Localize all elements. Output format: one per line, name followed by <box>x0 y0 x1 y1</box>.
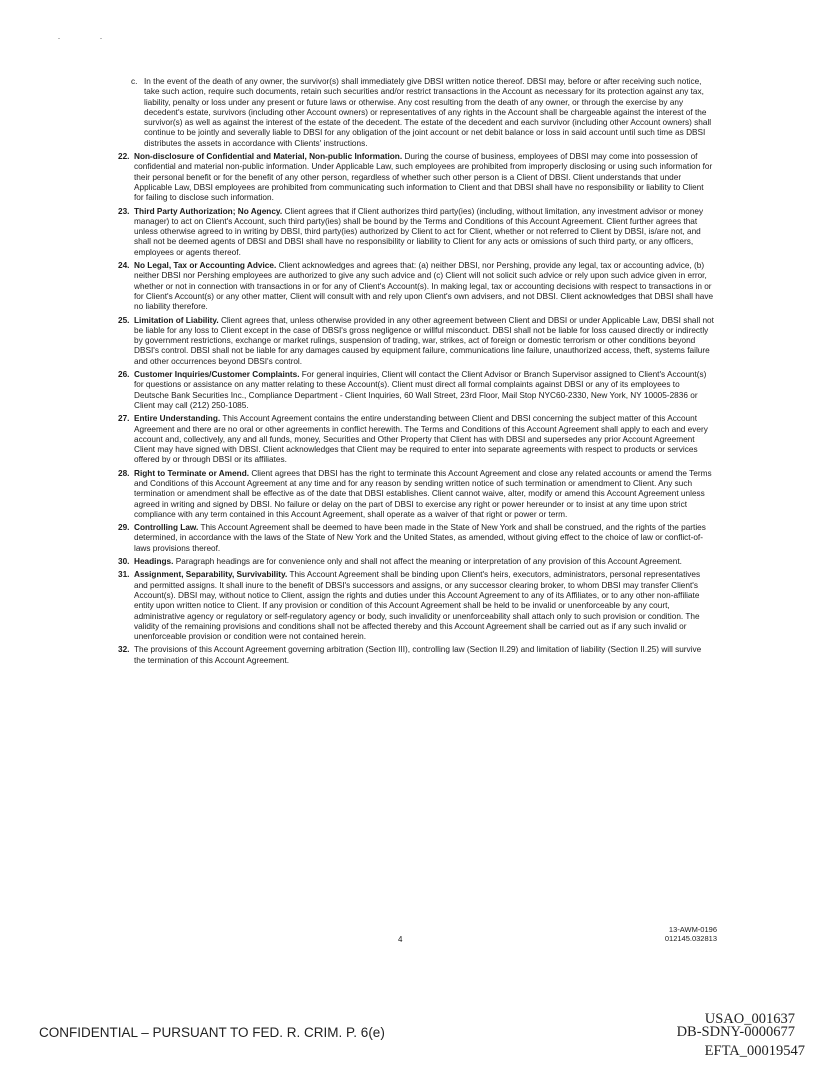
subsection-label: c. <box>131 77 138 86</box>
confidential-notice: CONFIDENTIAL – PURSUANT TO FED. R. CRIM. P. 6(e) <box>39 1025 385 1040</box>
section-item <box>120 152 714 203</box>
section-number: 25. <box>118 315 130 325</box>
efta-id: EFTA_00019547 <box>704 1043 805 1059</box>
section-item <box>120 316 714 367</box>
section-heading: Non-disclosure of Confidential and Material, Non-public Information. <box>134 152 403 162</box>
section-item <box>120 261 714 312</box>
section-number: 32. <box>118 645 130 655</box>
section-number: 31. <box>118 570 130 580</box>
section-text: Client acknowledges and agrees that: (a) neither DBSI, nor Pershing, provide any legal, tax or accounting advice, (b) neither DBSI nor Pershing employees are authorized to give any such advice and (c) Client will not solicit such advice or rely upon such advice given in error, whether or not in connection with transactions in or for any of Client's Account(s). In making legal, tax or accounting decisions with respect to transactions in or for Client's Account(s) or any other matter, Client will consult with and rely upon Client's own advisers, and not DBSI. Client acknowledges that DBSI shall have no liability therefore. <box>134 261 714 312</box>
bates-stamp <box>677 1013 795 1039</box>
section-text: Client agrees that, unless otherwise provided in any other agreement between Client and DBSI or under Applicable Law, DBSI shall not be liable for any loss to Client except in the case of DBSI's gross negligence or willful misconduct. DBSI shall not be liable for loss caused directly or indirectly by government restrictions, exchange or market rulings, suspension of trading, war, strikes, act of foreign or domestic terrorism or other conditions beyond DBSI's control. DBSI shall not be liable for any damages caused by equipment failure, communications line failure, unauthorized access, theft, systems failure and other occurrences beyond DBSI's control. <box>134 315 714 366</box>
page-number: 4 <box>398 935 403 944</box>
section-text: Client agrees that DBSI has the right to terminate this Account Agreement and close any related accounts or amend the Terms and Conditions of this Account Agreement at any time and for any reason by sending written notice of such termination or amendment to Client. Any such termination or amendment shall be effective as of the date that DBSI establishes. Client cannot waive, alter, modify or amend this Account Agreement unless agreed in writing and signed by DBSI. No failure or delay on the part of DBSI to exercise any right or power hereunder or to insist at any time upon strict compliance with any term contained in this Account Agreement, shall operate as a waiver of that right or power or term. <box>134 468 712 519</box>
section-text: For general inquiries, Client will contact the Client Advisor or Branch Supervisor assigned to Client's Account(s) for questions or assistance on any matter relating to these Account(s). Client must direct all formal complaints against DBSI or any of its employees to Deutsche Bank Securities Inc., Compliance Department - Client Inquiries, 60 Wall Street, 23rd Floor, Mail Stop NYC60-2330, New York, NY 10005-2836 or Client may call (212) 250-1085. <box>134 370 707 410</box>
bates-sdny: DB-SDNY-0000677 <box>676 1024 795 1040</box>
section-heading: Entire Understanding. <box>134 414 221 424</box>
section-text: This Account Agreement contains the entire understanding between Client and DBSI concerning the subject matter of this Account Agreement and there are no oral or other agreements in conflict herewith. The Terms and Conditions of this Account Agreement shall apply to each and every account and, collectively, any and all funds, money, Securities and Other Property that Client has with DBSI and supersedes any prior Account Agreement Client may have signed with DBSI. Client acknowledges that Client may be required to enter into separate agreements with respect to products or services offered by or through DBSI or its affiliates. <box>134 414 708 465</box>
section-heading: Customer Inquiries/Customer Complaints. <box>134 370 300 380</box>
section-item <box>120 523 714 554</box>
section-item <box>120 469 714 520</box>
scan-speck <box>100 38 102 39</box>
section-heading: Controlling Law. <box>134 523 199 533</box>
section-heading: Assignment, Separability, Survivability. <box>134 570 288 580</box>
bates-usao: USAO_001637 <box>704 1011 795 1027</box>
section-text: This Account Agreement shall be binding upon Client's heirs, executors, administrators, personal representatives and permitted assigns. It shall inure to the benefit of DBSI's successors and assigns, or any successor clearing broker, to whom DBSI may transfer Client's Account(s). DBSI may, without notice to Client, assign the rights and duties under this Account Agreement to any of its Affiliates, or to any other non-affiliate entity upon written notice to Client. If any provision or condition of this Account Agreement shall be held to be invalid or unenforceable by any court, administrative agency or regulatory or self-regulatory agency or body, such invalidity or unenforceability shall attach only to such provision or condition. The validity of the remaining provisions and conditions shall not be affected thereby and this Account Agreement shall be carried out as if any such invalid or unenforceable provision or condition were not contained herein. <box>134 570 701 642</box>
section-heading: Limitation of Liability. <box>134 315 219 325</box>
subsection-text: In the event of the death of any owner, the survivor(s) shall immediately give DBSI written notice thereof. DBSI may, before or after receiving such notice, take such action, require such documents, retain such securities and/or restrict transactions in the Account as necessary for its protection against any tax, liability, penalty or loss under any present or future laws or otherwise. Any cost resulting from the death of any owner, or through the exercise by any decedent's estate, survivors (including other Account owners) or representatives of any rights in the Account shall be chargeable against the interest of the survivor(s) as well as against the interest of the estate of the decedent. The estate of the decedent and each survivor (including other Account owners) shall continue to be jointly and severally liable to DBSI for any obligation of the joint account or net debit balance or loss in said account until such time as DBSI distributes the assets in accordance with Clients' instructions. <box>144 77 712 148</box>
section-item <box>120 370 714 411</box>
section-number: 23. <box>118 206 130 216</box>
form-codes <box>665 925 717 943</box>
section-text: During the course of business, employees of DBSI may come into possession of confidential and material non-public information. Under Applicable Law, such employees are prohibited from improperly disclosing or using such information for their personal benefit or for the benefit of any other person, regardless of whether such other person is a Client of DBSI. Client understands that under Applicable Law, DBSI employees are prohibited from communicating such information to Client and that DBSI shall have no responsibility or liability to Client for failing to disclose such information. <box>134 152 713 203</box>
section-number: 24. <box>118 261 130 271</box>
agreement-body <box>120 77 714 669</box>
section-number: 27. <box>118 414 130 424</box>
section-number: 28. <box>118 468 130 478</box>
section-heading: Third Party Authorization; No Agency. <box>134 206 283 216</box>
section-text: The provisions of this Account Agreement governing arbitration (Section III), controlling law (Section II.29) and limitation of liability (Section II.25) will survive the termination of this Account Agreement. <box>134 645 702 665</box>
section-text: Client agrees that if Client authorizes third party(ies) (including, without limitation, any investment advisor or money manager) to act on Client's Account, such third party(ies) shall be bound by the Terms and Conditions of this Account Agreement. Client further agrees that unless otherwise agreed to in writing by DBSI, third party(ies) authorized by Client to act for Client, whether or not referred to Client by DBSI, is/are not, and shall not be deemed agents of DBSI and DBSI shall have no responsibility or liability to Client for any acts or omissions of such third party, or any officers, employees or agents thereof. <box>134 206 704 257</box>
section-item <box>120 570 714 642</box>
section-number: 30. <box>118 557 130 567</box>
form-id: 012145.032813 <box>664 934 717 943</box>
scan-speck <box>58 38 60 39</box>
section-heading: No Legal, Tax or Accounting Advice. <box>134 261 277 271</box>
section-number: 26. <box>118 370 130 380</box>
sections-list <box>120 152 714 666</box>
section-item <box>120 645 714 666</box>
section-text: This Account Agreement shall be deemed to have been made in the State of New York and shall be construed, and the rights of the parties determined, in accordance with the laws of the State of New York and the United States, as amended, without giving effect to the choice of law or conflict-of-laws provisions thereof. <box>134 523 706 553</box>
section-heading: Right to Terminate or Amend. <box>134 468 250 478</box>
form-code: 13-AWM-0196 <box>668 925 717 934</box>
section-number: 22. <box>118 152 130 162</box>
section-item <box>120 414 714 465</box>
section-number: 29. <box>118 523 130 533</box>
subsection-c <box>120 77 714 149</box>
section-heading: Headings. <box>134 557 174 567</box>
section-item <box>120 557 714 567</box>
section-item <box>120 207 714 258</box>
section-text: Paragraph headings are for convenience only and shall not affect the meaning or interpretation of any provision of this Account Agreement. <box>175 557 682 567</box>
